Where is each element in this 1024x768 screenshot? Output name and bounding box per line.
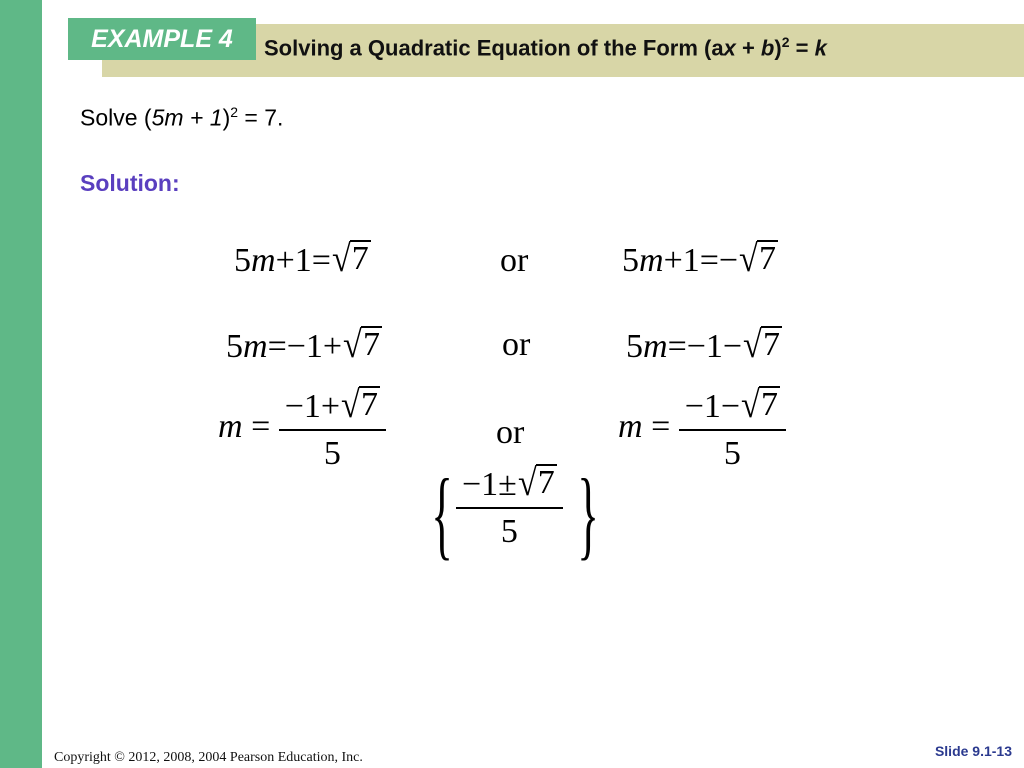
row2-right-coef: 5	[626, 328, 643, 365]
problem-rhs: = 7.	[238, 104, 284, 131]
solution-set-num-pre: −1±	[462, 466, 517, 503]
slide-number: Slide 9.1-13	[934, 743, 1012, 759]
problem-prefix: Solve (	[80, 104, 152, 131]
title-var-b: b	[760, 35, 775, 61]
row3-right-denominator: 5	[723, 435, 741, 473]
row3-right-equation	[618, 386, 786, 473]
row1-left-var: m	[251, 242, 276, 279]
row3-left-numerator	[279, 386, 386, 425]
row2-right-var: m	[643, 328, 668, 365]
row2-right-rest: =−1−	[667, 328, 743, 365]
row2-right-sqrt: √ 7	[743, 324, 780, 366]
row1-right-equation	[622, 240, 778, 280]
row2-left-equation	[226, 326, 382, 366]
title-var-x: x	[723, 35, 736, 61]
row1-left-rest: +1=	[275, 242, 331, 279]
solution-set	[430, 458, 600, 570]
title-close: )	[774, 35, 782, 61]
problem-close: )	[222, 104, 231, 131]
row3-right-radicand: 7	[760, 386, 778, 423]
example-badge: EXAMPLE 4	[68, 18, 256, 60]
row2-left-rest: =−1+	[267, 328, 343, 365]
solution-set-sqrt: √ 7	[517, 462, 555, 504]
row3-left-denominator: 5	[323, 435, 341, 473]
row1-right-coef: 5	[622, 242, 639, 279]
row2-right-equation	[626, 326, 782, 366]
row1-or: or	[500, 242, 529, 279]
problem-statement	[80, 104, 283, 132]
row2-right-radicand: 7	[762, 326, 780, 363]
left-brace: {	[431, 458, 453, 569]
solution-set-denominator: 5	[500, 513, 518, 551]
row3-right-fraction	[679, 386, 786, 473]
row2-left-sqrt: √ 7	[343, 324, 380, 366]
title-prefix: Solving a Quadratic Equation of the Form (a	[264, 35, 724, 61]
row3-left-sqrt: √ 7	[341, 384, 378, 426]
row1-right-var: m	[639, 242, 664, 279]
row1-left-sqrt: √ 7	[331, 238, 369, 280]
row1-left-equation	[234, 240, 371, 280]
row3-or: or	[496, 414, 525, 451]
solution-set-radicand: 7	[537, 464, 555, 501]
row3-right-num-pre: −1−	[684, 388, 741, 425]
copyright-notice: Copyright © 2012, 2008, 2004 Pearson Education, Inc.	[54, 750, 363, 765]
solution-set-fraction	[456, 464, 563, 551]
title-var-k: k	[814, 35, 827, 61]
row2-or: or	[502, 326, 531, 363]
right-brace: }	[577, 458, 599, 569]
row3-left-var: m	[218, 408, 243, 446]
row3-right-sqrt: √ 7	[741, 384, 778, 426]
row3-left-radicand: 7	[360, 386, 378, 423]
row3-right-fraction-bar	[679, 429, 786, 431]
problem-expr: 5m + 1	[151, 104, 223, 131]
row3-left-fraction-bar	[279, 429, 386, 431]
row3-left-num-pre: −1+	[284, 388, 341, 425]
title-exponent: 2	[781, 34, 790, 50]
problem-exponent: 2	[230, 104, 239, 120]
title-plus: +	[735, 35, 761, 61]
solution-set-numerator	[456, 464, 563, 503]
slide-title	[264, 34, 827, 61]
row1-right-radicand: 7	[758, 240, 776, 277]
row3-left-fraction	[279, 386, 386, 473]
row1-left-radicand: 7	[351, 240, 369, 277]
row3-right-var: m	[618, 408, 643, 446]
row2-left-var: m	[243, 328, 268, 365]
row3-right-eq: =	[651, 408, 671, 446]
row1-left-coef: 5	[234, 242, 251, 279]
solution-set-fraction-bar	[456, 507, 563, 509]
row2-left-coef: 5	[226, 328, 243, 365]
row1-right-rest: +1=−	[663, 242, 739, 279]
row3-right-numerator	[679, 386, 786, 425]
solution-set-fraction-wrap	[456, 464, 563, 551]
row2-left-radicand: 7	[362, 326, 380, 363]
solution-label: Solution:	[80, 170, 180, 196]
row3-left-eq: =	[251, 408, 271, 446]
left-accent-bar	[0, 0, 42, 768]
row1-right-sqrt: √ 7	[739, 238, 776, 280]
title-equals: =	[789, 35, 815, 61]
row3-left-equation	[218, 386, 386, 473]
